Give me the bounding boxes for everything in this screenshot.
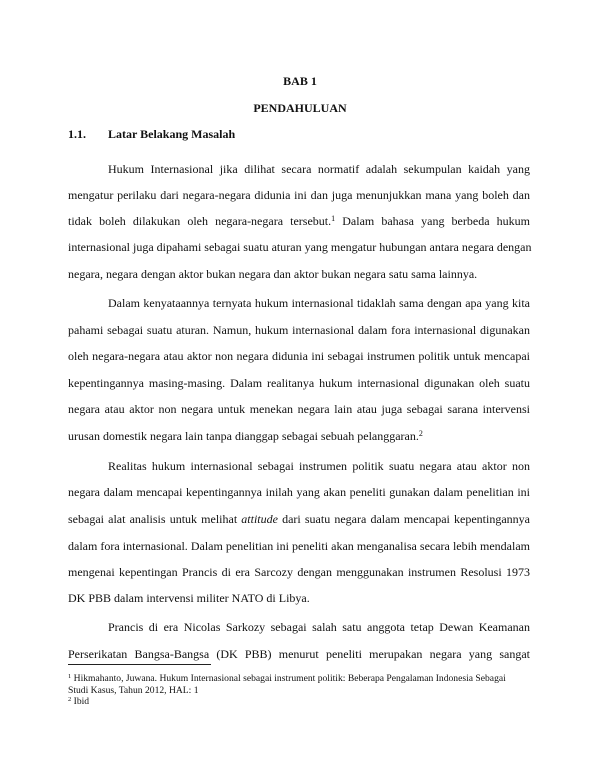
text-line: Realitas hukum internasional sebagai instrumen politik suatu negara atau aktor non xyxy=(108,459,530,473)
text-line: mengenai kepentingan Prancis di era Sarcozy dengan menggunakan instrumen Resolusi 1973 xyxy=(68,565,530,579)
text-span: dari suatu negara dalam mencapai kepentingannya xyxy=(277,512,530,526)
text-line: negara dalam mencapai kepentingannya inilah yang akan peneliti gunakan dalam penelitian ini xyxy=(68,485,530,499)
text-line: kepentingannya masing-masing. Dalam realitanya hukum internasional digunakan oleh suatu xyxy=(68,376,530,390)
text-line: mengatur perilaku dari negara-negara didunia ini dan juga menunjukkan mana yang boleh dan xyxy=(68,188,530,202)
footnote-mark: 1 xyxy=(68,673,72,680)
text-span: Dalam bahasa yang berbeda hukum xyxy=(335,214,530,228)
chapter-label: BAB 1 xyxy=(283,74,317,88)
text-line: Hukum Internasional jika dilihat secara normatif adalah sekumpulan kaidah yang xyxy=(108,162,530,176)
text-line: internasional juga dipahami sebagai suatu aturan yang mengatur hubungan antara negara dengan xyxy=(68,240,532,254)
chapter-title: PENDAHULUAN xyxy=(253,101,347,115)
text-line: dalam fora internasional. Dalam penelitian ini peneliti akan menganalisa secara lebih mendalam xyxy=(68,539,530,553)
footnote xyxy=(68,696,538,708)
footnote-text: Hikmahanto, Juwana. Hukum Internasional sebagai instrument politik: Beberapa Pengalaman Indonesia Sebagai xyxy=(71,673,506,684)
text-line: negara, negara dengan aktor bukan negara dan aktor bukan negara satu sama lainnya. xyxy=(68,267,478,281)
text-line: pahami sebagai suatu aturan. Namun, hukum internasional dalam fora internasional digunakan xyxy=(68,323,530,337)
section-title: Latar Belakang Masalah xyxy=(108,127,236,141)
section-heading xyxy=(68,127,235,142)
text-span: sebagai alat analisis untuk melihat xyxy=(68,512,242,526)
footnote xyxy=(68,673,538,697)
italic-term: attitude xyxy=(241,512,278,526)
footnote-mark: 2 xyxy=(68,696,72,703)
footnote-reference[interactable]: 1 xyxy=(331,214,336,223)
text-span: urusan domestik negara lain tanpa dianggap sebagai sebuah pelanggaran. xyxy=(68,429,419,443)
footnote-text: Studi Kasus, Tahun 2012, HAL: 1 xyxy=(68,685,199,696)
text-line xyxy=(68,429,530,444)
text-line: Dalam kenyataannya ternyata hukum internasional tidaklah sama dengan apa yang kita xyxy=(108,296,530,310)
text-line: Perserikatan Bangsa-Bangsa (DK PBB) menurut peneliti merupakan negara yang sangat xyxy=(68,647,530,661)
text-span: tidak boleh dilakukan oleh negara-negara tersebut. xyxy=(68,214,332,228)
text-line xyxy=(68,512,530,527)
section-number: 1.1. xyxy=(68,127,86,141)
text-line: Prancis di era Nicolas Sarkozy sebagai salah satu anggota tetap Dewan Keamanan xyxy=(108,620,530,634)
footnote-text: Ibid xyxy=(71,696,90,707)
text-line: oleh negara-negara atau aktor non negara didunia ini sebagai instrumen politik untuk mencapai xyxy=(68,349,530,363)
text-line xyxy=(68,214,530,229)
footnote-separator xyxy=(68,664,211,665)
text-line: DK PBB dalam intervensi militer NATO di Libya. xyxy=(68,591,310,605)
text-line: negara atau aktor non negara untuk menekan negara lain atau juga sebagai sarana intervensi xyxy=(68,402,530,416)
footnote-reference[interactable]: 2 xyxy=(418,429,423,438)
